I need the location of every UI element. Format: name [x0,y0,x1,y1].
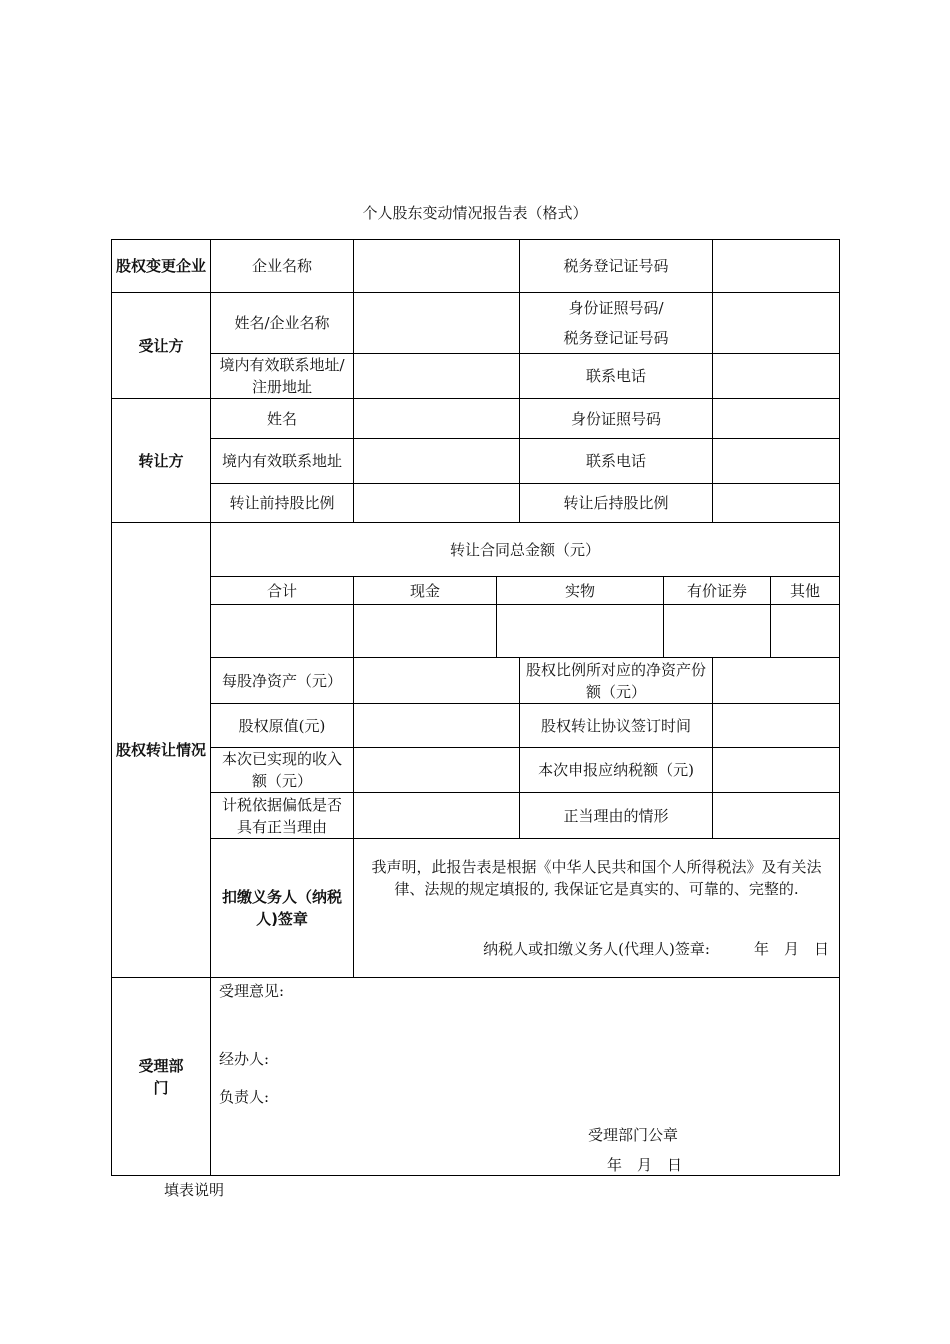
signature-label: 纳税人或扣缴义务人(代理人)签章: [483,940,710,958]
acceptance-supervisor: 负责人: [219,1088,270,1106]
label-transferee-name: 姓名/企业名称 [211,293,354,354]
label-company-name: 企业名称 [211,240,354,293]
acceptance-date: 年 月 日 [607,1156,683,1174]
label-transferee-id-line2: 税务登记证号码 [563,329,669,347]
declaration-box [354,839,840,978]
field-transferee-phone[interactable] [713,354,840,399]
label-agreement-date: 股权转让协议签订时间 [520,704,713,748]
signature-date: 年 月 日 [754,940,830,958]
field-cash[interactable] [354,605,497,658]
field-company-name[interactable] [354,240,520,293]
label-transferee-phone: 联系电话 [520,354,713,399]
col-cash: 现金 [354,577,497,605]
label-contract-total: 转让合同总金额（元） [211,523,840,577]
field-transferee-name[interactable] [354,293,520,354]
acceptance-opinion: 受理意见: [219,982,285,1000]
label-transferor-phone: 联系电话 [520,439,713,484]
field-tax-reg-no[interactable] [713,240,840,293]
field-tax-payable[interactable] [713,748,840,793]
field-transferee-id[interactable] [713,293,840,354]
field-net-asset-share[interactable] [713,658,840,704]
field-transferee-address[interactable] [354,354,520,399]
label-net-asset-share: 股权比例所对应的净资产份额（元） [520,658,713,704]
acceptance-handler: 经办人: [219,1050,270,1068]
label-transferor-id: 身份证照号码 [520,399,713,439]
label-ratio-before: 转让前持股比例 [211,484,354,523]
label-justified-case: 正当理由的情形 [520,793,713,839]
label-tax-payable: 本次申报应纳税额（元) [520,748,713,793]
field-other[interactable] [771,605,840,658]
col-total: 合计 [211,577,354,605]
label-tax-reg-no: 税务登记证号码 [520,240,713,293]
label-net-asset-per-share: 每股净资产（元） [211,658,354,704]
field-justified-case[interactable] [713,793,840,839]
field-realized-income[interactable] [354,748,520,793]
field-transferor-address[interactable] [354,439,520,484]
acceptance-box [211,978,840,1176]
label-transferor-name: 姓名 [211,399,354,439]
field-net-asset-per-share[interactable] [354,658,520,704]
label-original-value: 股权原值(元) [211,704,354,748]
field-transferor-name[interactable] [354,399,520,439]
field-transferor-id[interactable] [713,399,840,439]
field-agreement-date[interactable] [713,704,840,748]
field-transferor-phone[interactable] [713,439,840,484]
section-company: 股权变更企业 [112,240,211,293]
report-form [111,239,840,1176]
label-realized-income: 本次已实现的收入额（元） [211,748,354,793]
col-securities: 有价证券 [664,577,771,605]
section-transfer: 股权转让情况 [112,523,211,978]
field-original-value[interactable] [354,704,520,748]
field-total[interactable] [211,605,354,658]
field-low-basis[interactable] [354,793,520,839]
label-transferor-address: 境内有效联系地址 [211,439,354,484]
label-transferee-address: 境内有效联系地址/注册地址 [211,354,354,399]
section-transferee: 受让方 [112,293,211,399]
label-ratio-after: 转让后持股比例 [520,484,713,523]
section-withholder: 扣缴义务人（纳税人)签章 [211,839,354,978]
field-ratio-after[interactable] [713,484,840,523]
form-title: 个人股东变动情况报告表（格式） [362,204,588,222]
section-dept: 受理部门 [112,978,211,1176]
label-transferee-id [520,293,713,354]
col-other: 其他 [771,577,840,605]
field-ratio-before[interactable] [354,484,520,523]
footer-note: 填表说明 [164,1181,225,1199]
field-securities[interactable] [664,605,771,658]
col-goods: 实物 [497,577,664,605]
label-transferee-id-line1: 身份证照号码/ [568,299,664,317]
acceptance-seal: 受理部门公章 [588,1126,679,1144]
declaration-statement: 我声明，此报告表是根据《中华人民共和国个人所得税法》及有关法律、法规的规定填报的, 我保证它是真实的、可靠的、完整的. [371,858,822,898]
field-goods[interactable] [497,605,664,658]
label-low-basis: 计税依据偏低是否具有正当理由 [211,793,354,839]
section-transferor: 转让方 [112,399,211,523]
